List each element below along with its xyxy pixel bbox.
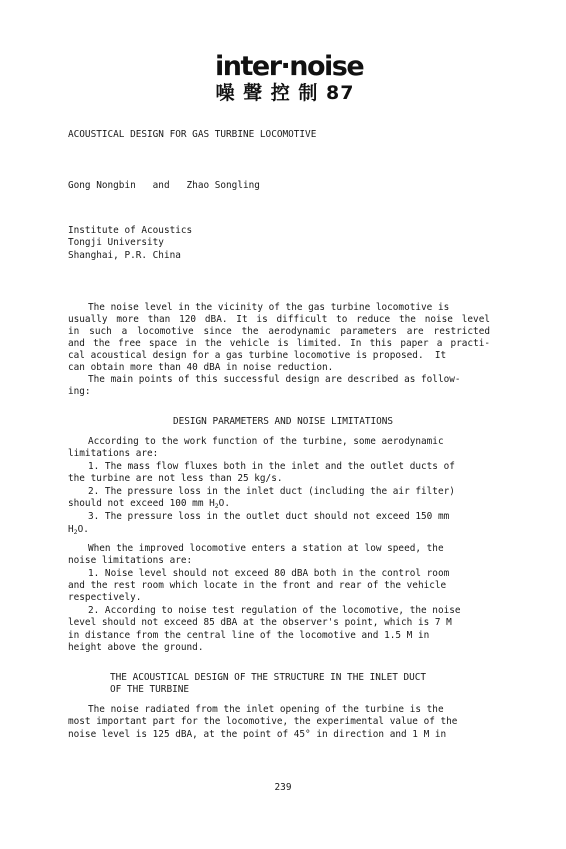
body-line: should not exceed 100 mm $H_2O$. — [68, 498, 230, 510]
abstract-line: in such a locomotive since the aerodynamic parameters are restricted — [68, 326, 490, 337]
body-line: 1. The mass flow fluxes both in the inlet and the outlet ducts of — [88, 461, 455, 472]
abstract-line: ing: — [68, 386, 91, 397]
body-line: 1. Noise level should not exceed 80 dBA both in the control room — [88, 568, 450, 579]
paper-title: ACOUSTICAL DESIGN FOR GAS TURBINE LOCOMOTIVE — [68, 129, 317, 140]
body-line: level should not exceed 85 dBA at the observer's point, which is 7 M — [68, 617, 452, 628]
body-line: When the improved locomotive enters a station at low speed, the — [88, 543, 444, 554]
body-line: The noise radiated from the inlet opening of the turbine is the — [88, 704, 444, 715]
authors: Gong Nongbin and Zhao Songling — [68, 180, 260, 191]
body-line: 2. According to noise test regulation of the locomotive, the noise — [88, 605, 461, 616]
page-number: 239 — [274, 782, 292, 793]
conference-logo — [215, 51, 364, 104]
logo-subtitle: 噪 聲 控 制 87 — [215, 82, 355, 104]
body-line: height above the ground. — [68, 642, 204, 653]
abstract-line: The noise level in the vicinity of the gas turbine locomotive is — [88, 302, 450, 313]
abstract-line: usually more than 120 dBA. It is difficult to reduce the noise level — [68, 314, 490, 325]
body-line: noise level is 125 dBA, at the point of 45° in direction and 1 M in — [68, 729, 447, 740]
body-line: in distance from the central line of the locomotive and 1.5 M in — [68, 630, 430, 641]
section-heading: THE ACOUSTICAL DESIGN OF THE STRUCTURE IN THE INLET DUCT — [110, 672, 427, 683]
affiliation-line: Shanghai, P.R. China — [68, 250, 181, 261]
logo-wordmark: inter·noise — [215, 51, 364, 82]
body-line: noise limitations are: — [68, 555, 193, 566]
body-line: and the rest room which locate in the front and rear of the vehicle — [68, 580, 447, 591]
body-line: the turbine are not less than 25 kg/s. — [68, 473, 283, 484]
abstract-line: and the free space in the vehicle is limited. In this paper a practi- — [68, 338, 490, 349]
abstract-line: cal acoustical design for a gas turbine locomotive is proposed. It — [68, 350, 447, 361]
abstract-line: can obtain more than 40 dBA in noise reduction. — [68, 362, 334, 373]
body-line: $H_2O$. — [68, 524, 89, 536]
body-line: 2. The pressure loss in the inlet duct (including the air filter) — [88, 486, 455, 497]
section-heading: DESIGN PARAMETERS AND NOISE LIMITATIONS — [172, 416, 394, 427]
body-line: 3. The pressure loss in the outlet duct should not exceed 150 mm — [88, 511, 450, 522]
section-heading: OF THE TURBINE — [110, 684, 190, 695]
body-line: respectively. — [68, 592, 142, 603]
affiliation-line: Institute of Acoustics — [68, 225, 193, 236]
affiliation-line: Tongji University — [68, 237, 164, 248]
body-line: limitations are: — [68, 448, 159, 459]
body-line: most important part for the locomotive, the experimental value of the — [68, 716, 458, 727]
body-line: According to the work function of the turbine, some aerodynamic — [88, 436, 444, 447]
abstract-line: The main points of this successful design are described as follow- — [88, 374, 461, 385]
